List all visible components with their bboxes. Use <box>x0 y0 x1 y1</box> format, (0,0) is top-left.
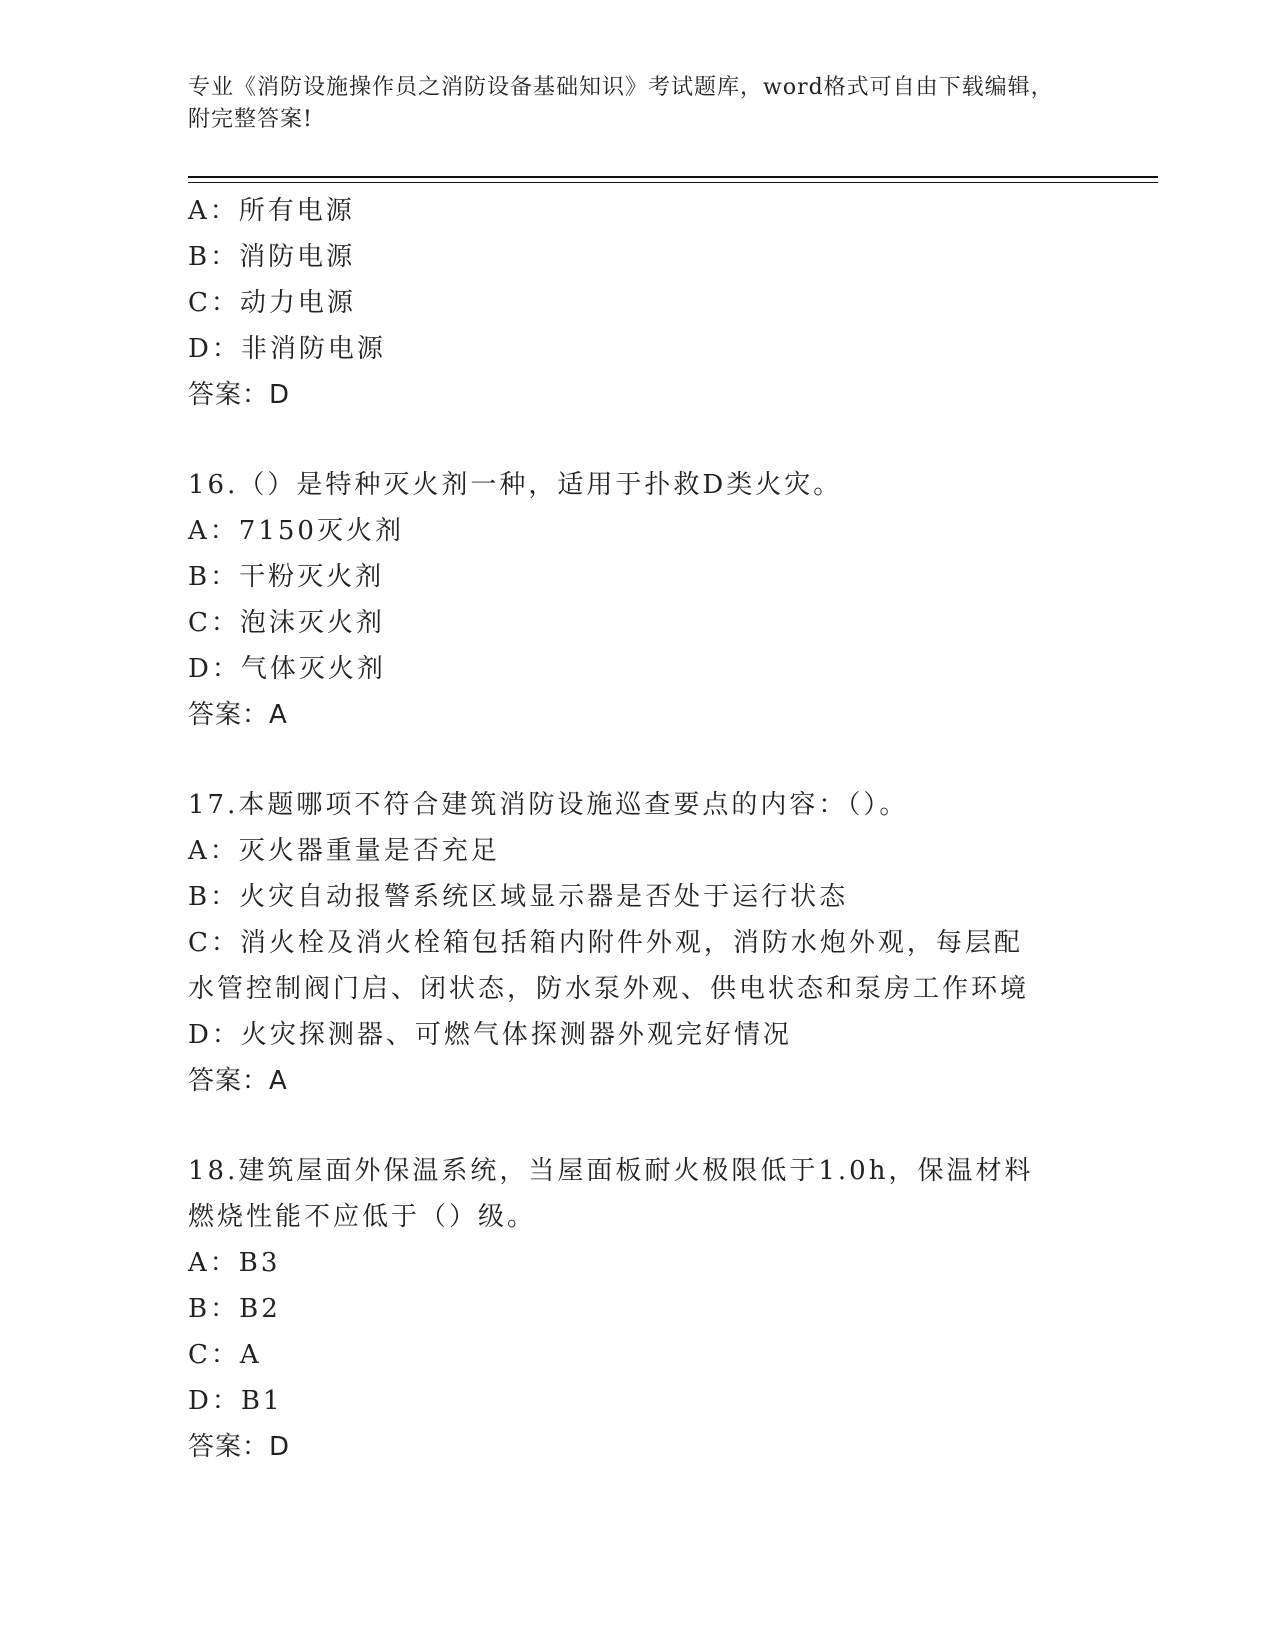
option-d: D：气体灭火剂 <box>188 654 386 684</box>
header-divider <box>188 176 1158 178</box>
option-b: B：B2 <box>188 1294 281 1324</box>
option-b: B：火灾自动报警系统区域显示器是否处于运行状态 <box>188 882 849 912</box>
question-15 <box>188 188 1088 418</box>
option-d: D：非消防电源 <box>188 334 386 364</box>
question-17 <box>188 782 1088 1104</box>
option-d: D：火灾探测器、可燃气体探测器外观完好情况 <box>188 1020 792 1050</box>
option-a: A：灭火器重量是否充足 <box>188 836 500 866</box>
option-a: A：所有电源 <box>188 196 355 226</box>
option-d: D：B1 <box>188 1386 283 1416</box>
document-header: 专业《消防设施操作员之消防设备基础知识》考试题库，word格式可自由下载编辑，附完整答案! <box>188 75 1054 132</box>
question-16 <box>188 462 1088 738</box>
option-c: C：泡沫灭火剂 <box>188 608 385 638</box>
answer: 答案：D <box>188 380 291 410</box>
option-b: B：消防电源 <box>188 242 356 272</box>
option-a: A：B3 <box>188 1248 281 1278</box>
question-text: 16.（）是特种灭火剂一种，适用于扑救D类火灾。 <box>188 470 843 500</box>
option-b: B：干粉灭火剂 <box>188 562 385 592</box>
spacer <box>188 1104 1088 1148</box>
question-text: 17.本题哪项不符合建筑消防设施巡查要点的内容：（）。 <box>188 790 909 820</box>
answer: 答案：D <box>188 1432 291 1462</box>
spacer <box>188 738 1088 782</box>
option-a: A：7150灭火剂 <box>188 516 404 546</box>
header-divider-thin <box>188 182 1158 183</box>
question-list <box>188 188 1088 1470</box>
option-c: C：消火栓及消火栓箱包括箱内附件外观，消防水炮外观，每层配水管控制阀门启、闭状态，防水泵外观、供电状态和泵房工作环境 <box>188 928 1030 1004</box>
option-c: C：A <box>188 1340 262 1370</box>
question-text: 18.建筑屋面外保温系统，当屋面板耐火极限低于1.0h，保温材料燃烧性能不应低于（）级。 <box>188 1156 1034 1232</box>
answer: 答案：A <box>188 1066 288 1096</box>
option-c: C：动力电源 <box>188 288 356 318</box>
answer: 答案：A <box>188 700 288 730</box>
question-18 <box>188 1148 1088 1470</box>
spacer <box>188 418 1088 462</box>
